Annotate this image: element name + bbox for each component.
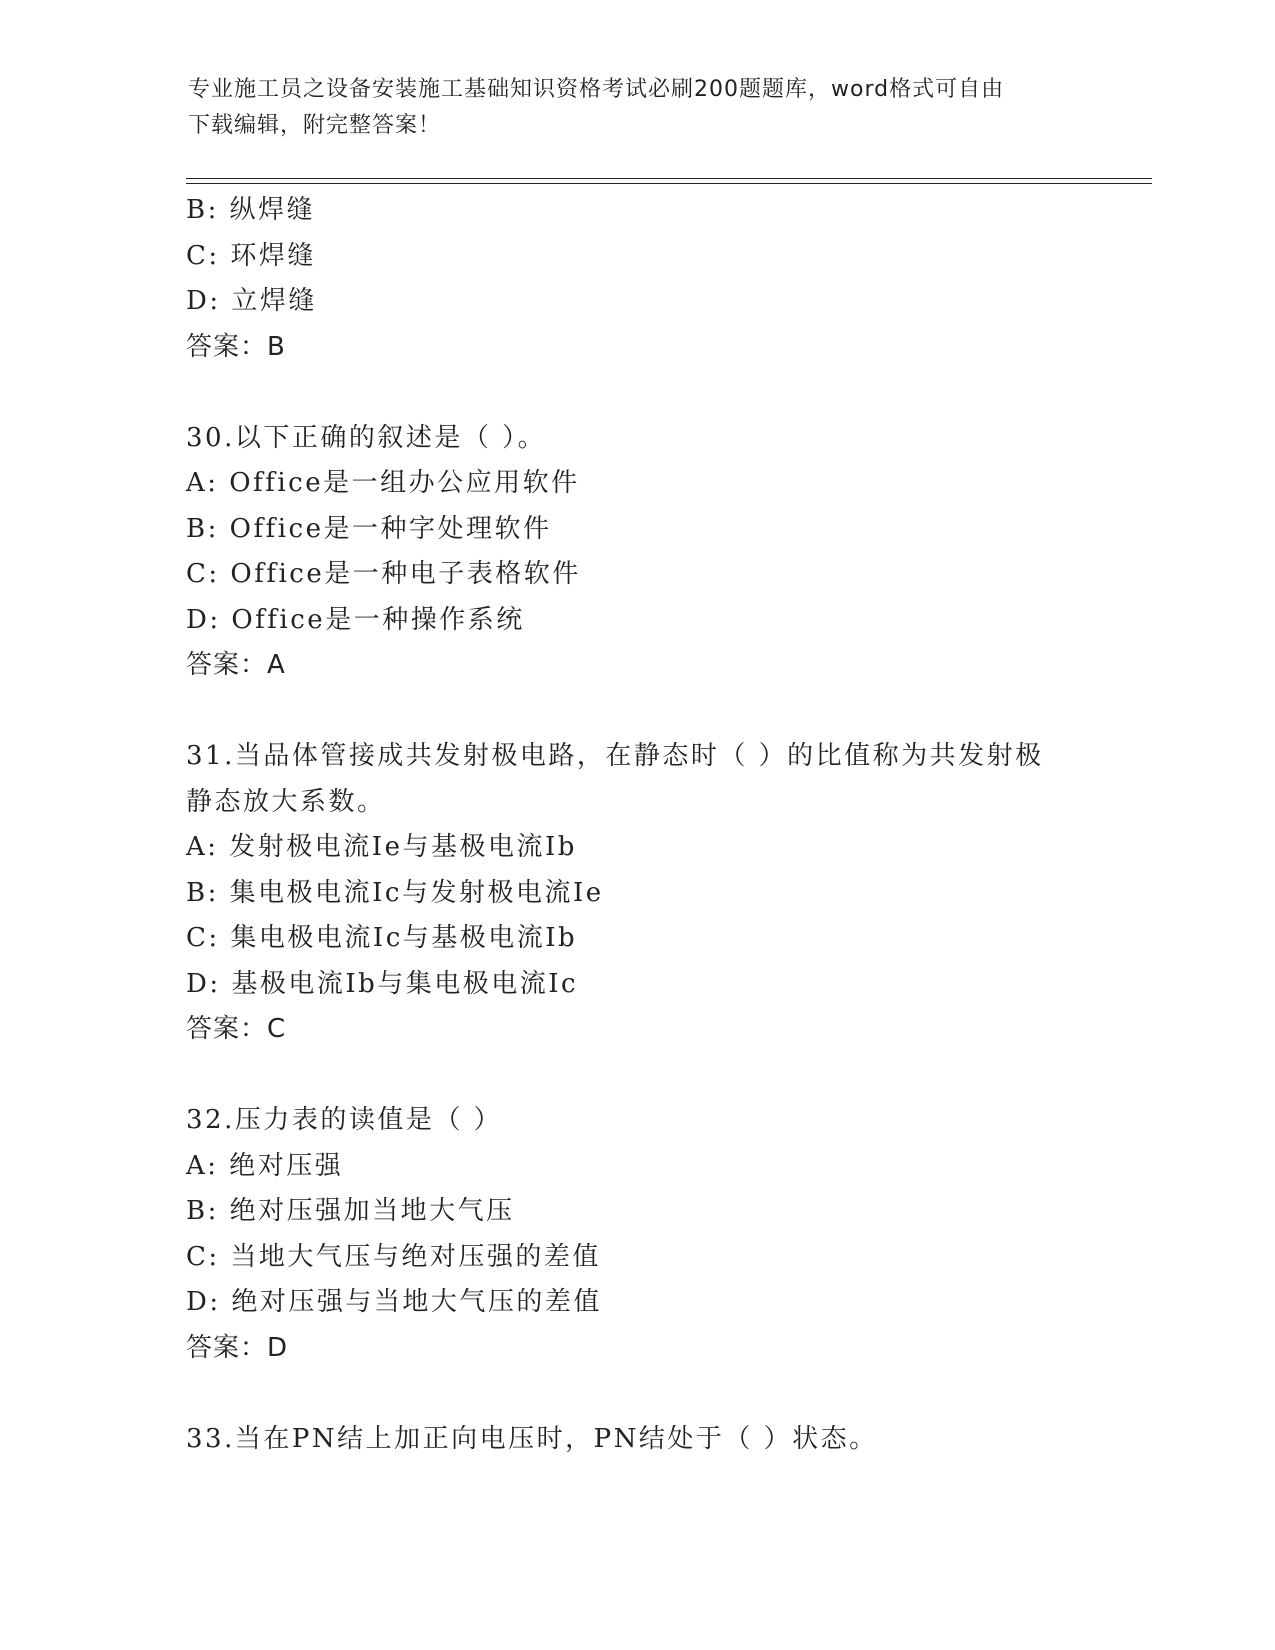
option-a: A: 发射极电流Ie与基极电流Ib <box>186 832 577 862</box>
option-c: C: 集电极电流Ic与基极电流Ib <box>186 923 578 953</box>
spacer <box>186 1371 1146 1417</box>
option-b: B: 纵焊缝 <box>186 195 316 225</box>
option-d: D: 绝对压强与当地大气压的差值 <box>186 1287 602 1317</box>
header-rule-bottom <box>186 183 1152 184</box>
question-stem: 31.当品体管接成共发射极电路，在静态时（ ）的比值称为共发射极 <box>186 741 1044 771</box>
header-rule-top <box>186 178 1152 179</box>
question-stem: 32.压力表的读值是（ ） <box>186 1105 503 1135</box>
question-stem: 30.以下正确的叙述是（ ）。 <box>186 422 547 453</box>
option-c: C: 环焊缝 <box>186 240 316 271</box>
header-line-2: 下载编辑，附完整答案！ <box>188 113 442 138</box>
spacer <box>186 689 1146 735</box>
option-d: D: Office是一种操作系统 <box>186 604 525 635</box>
option-a: A: 绝对压强 <box>186 1150 344 1181</box>
answer-line: 答案：D <box>186 1332 289 1363</box>
question-block-32 <box>186 1098 1146 1371</box>
spacer <box>186 370 1146 416</box>
question-stem-continued: 静态放大系数。 <box>186 786 386 817</box>
document-header <box>188 72 1088 144</box>
option-d: D: 立焊缝 <box>186 286 317 316</box>
spacer <box>186 1053 1146 1099</box>
document-body <box>186 188 1146 1462</box>
answer-line: 答案：A <box>186 650 286 680</box>
answer-line: 答案：C <box>186 1014 287 1044</box>
question-stem: 33.当在PN结上加正向电压时，PN结处于（ ）状态。 <box>186 1423 878 1454</box>
answer-line: 答案：B <box>186 331 286 362</box>
option-c: C: Office是一种电子表格软件 <box>186 559 581 589</box>
option-b: B: 绝对压强加当地大气压 <box>186 1196 515 1226</box>
question-block-30 <box>186 416 1146 689</box>
option-b: B: Office是一种字处理软件 <box>186 513 552 544</box>
header-line-1: 专业施工员之设备安装施工基础知识资格考试必刷200题题库，word格式可自由 <box>188 77 1005 102</box>
option-d: D: 基极电流Ib与集电极电流Ic <box>186 968 579 999</box>
option-a: A: Office是一组办公应用软件 <box>186 468 580 498</box>
question-block-33 <box>186 1417 1146 1463</box>
question-block-31 <box>186 734 1146 1053</box>
question-block-29 <box>186 188 1146 370</box>
option-b: B: 集电极电流Ic与发射极电流Ie <box>186 877 604 908</box>
option-c: C: 当地大气压与绝对压强的差值 <box>186 1241 601 1272</box>
